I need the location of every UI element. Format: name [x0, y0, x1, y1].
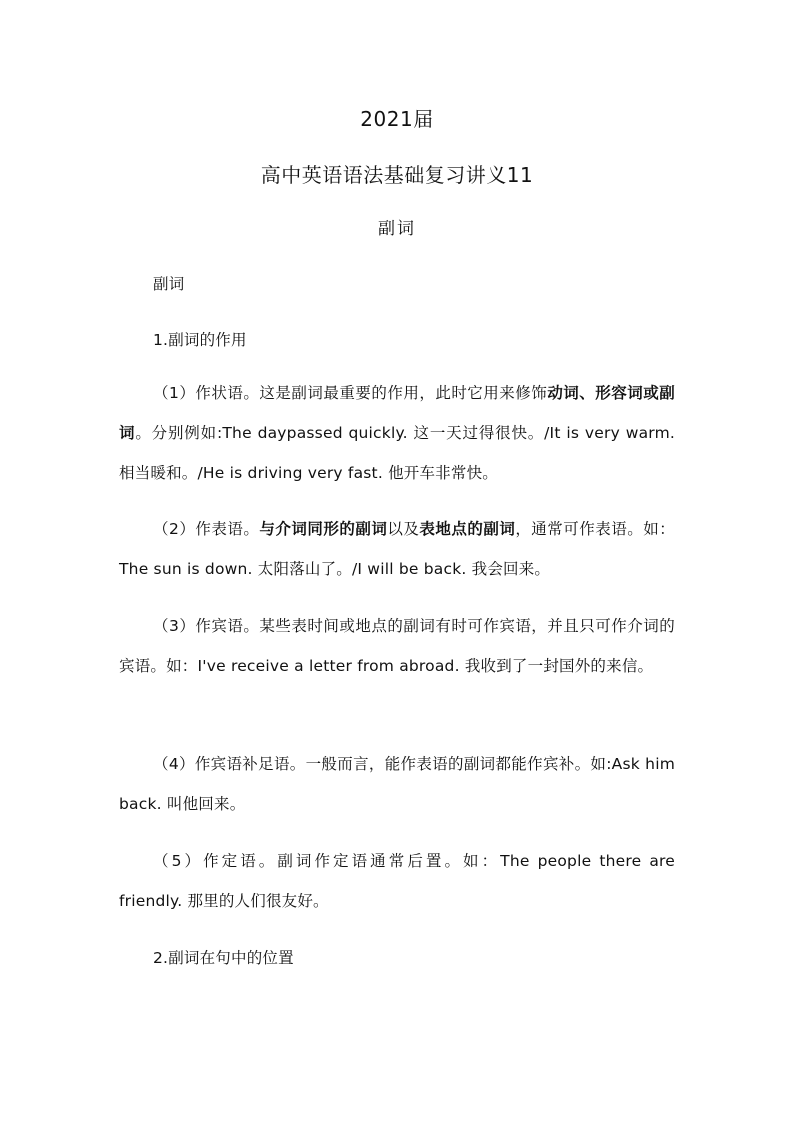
section-label: 副词 [153, 275, 185, 293]
item-adverbial [119, 373, 675, 493]
item-predicative [119, 509, 675, 589]
item-adverbial-prefix: （1）作状语。这是副词最重要的作用，此时它用来修饰 [153, 384, 548, 402]
item-adverbial-suffix: 。分别例如:The daypassed quickly. 这一天过得很快。/It is very warm.相当暖和。/He is driving very fast. 他开车非常快。 [119, 424, 675, 482]
title-main: 高中英语语法基础复习讲义11 [260, 163, 534, 187]
heading-adverb-position: 2.副词在句中的位置 [153, 949, 294, 967]
item-predicative-bold1: 与介词同形的副词 [259, 520, 388, 538]
item-object: （3）作宾语。某些表时间或地点的副词有时可作宾语，并且只可作介词的宾语。如：I've receive a letter from abroad. 我收到了一封国外的来信。 [119, 617, 675, 675]
title-sub: 副词 [378, 219, 416, 239]
item-predicative-bold2: 表地点的副词 [419, 520, 516, 538]
item-predicative-middle: 以及 [387, 520, 420, 538]
item-predicative-prefix: （2）作表语。 [153, 520, 260, 538]
item-predicative-suffix: ，通常可作表语。如：The sun is down. 太阳落山了。/I will be back. 我会回来。 [119, 520, 675, 578]
title-year: 2021届 [360, 107, 434, 131]
item-adverbial-bold: 动词、形容词或副词 [119, 384, 675, 442]
item-object-complement: （4）作宾语补足语。一般而言，能作表语的副词都能作宾补。如:Ask him back. 叫他回来。 [119, 755, 675, 813]
heading-role-of-adverbs: 1.副词的作用 [153, 331, 247, 349]
item-attributive: （5）作定语。副词作定语通常后置。如：The people there are friendly. 那里的人们很友好。 [119, 852, 675, 910]
